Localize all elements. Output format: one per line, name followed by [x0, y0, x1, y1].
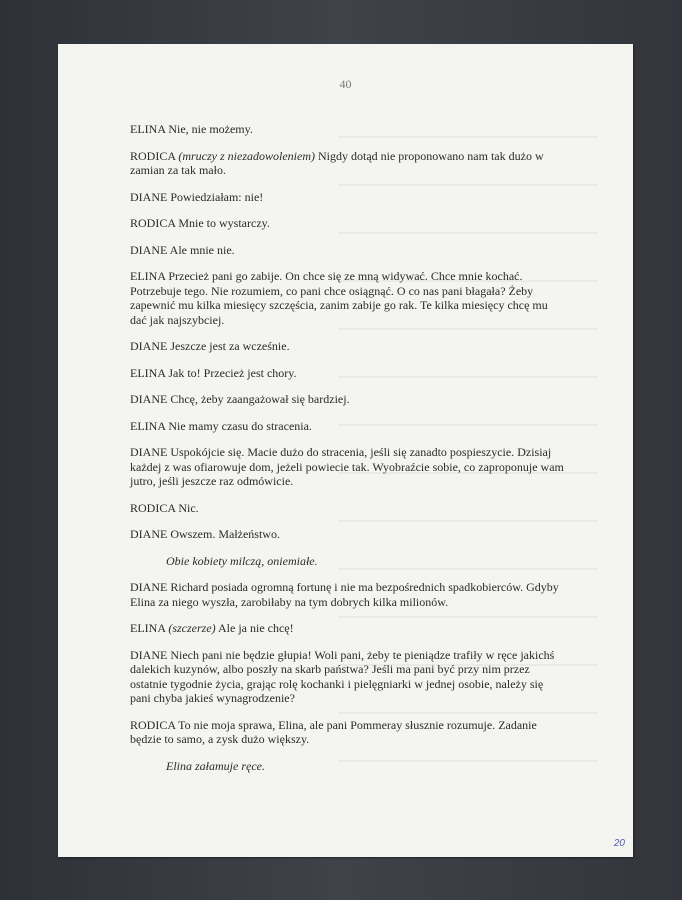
dialogue-line: [130, 445, 566, 489]
dialogue-text: Uspokójcie się. Macie dużo do stracenia, jeśli się zanadto pospieszycie. Dzisiaj każdej z was ofiarowuje dom, jeżeli powiecie tak. Wyobraźcie sobie, co zaproponuje wam jutro, jeśli jeszcze raz odmówicie.: [130, 445, 564, 488]
speaker-name: DIANE: [130, 392, 168, 406]
dialogue-line: [130, 190, 566, 205]
dialogue-text: To nie moja sprawa, Elina, ale pani Pommeray słusznie rozumuje. Zadanie będzie to samo, a zysk dużo większy.: [130, 717, 537, 746]
speaker-name: ELINA: [130, 418, 166, 433]
dialogue-line: [130, 392, 566, 407]
handwritten-corner-mark: 20: [613, 838, 625, 849]
dialogue-text: Jeszcze jest za wcześnie.: [167, 339, 290, 353]
speaker-name: DIANE: [130, 339, 168, 353]
dialogue-line: [130, 339, 566, 354]
speaker-name: ELINA: [130, 269, 166, 283]
speaker-name: DIANE: [130, 527, 168, 541]
dialogue-line: [130, 718, 566, 747]
dialogue-line: [130, 648, 566, 706]
dialogue-line: [130, 269, 566, 327]
dialogue-line: [130, 580, 566, 609]
page-number: 40: [339, 77, 352, 91]
speaker-name: RODICA: [130, 500, 176, 515]
speaker-name: RODICA: [130, 148, 176, 163]
stage-direction-2: Elina załamuje ręce.: [166, 758, 265, 773]
dialogue-line: [130, 243, 566, 258]
dialogue-text: Powiedziałam: nie!: [167, 189, 264, 204]
speaker-name: DIANE: [130, 242, 168, 257]
dialogue-line: [130, 366, 566, 381]
dialogue-text: Jak to! Przecież jest chory.: [165, 365, 297, 380]
speaker-name: RODICA: [130, 717, 176, 732]
script-content: [130, 122, 566, 785]
speaker-name: DIANE: [130, 189, 168, 204]
dialogue-text: Richard posiada ogromną fortunę i nie ma bezpośrednich spadkobierców. Gdyby Elina za niego wyszła, zarobiłaby na tym dobrych kilka milionów.: [130, 580, 559, 609]
dialogue-line: [130, 216, 566, 231]
speaker-name: DIANE: [130, 580, 168, 594]
stage-parenthetical: (szczerze): [168, 621, 216, 635]
dialogue-block-2: [130, 580, 566, 747]
speaker-name: ELINA: [130, 365, 166, 380]
speaker-name: ELINA: [130, 122, 166, 136]
speaker-name: ELINA: [130, 621, 166, 635]
dialogue-line: [130, 501, 566, 516]
dialogue-line: [130, 621, 566, 636]
dialogue-text: Ale ja nie chcę!: [215, 621, 294, 635]
dialogue-text: Nic.: [175, 500, 199, 515]
dialogue-line: [130, 122, 566, 137]
speaker-name: RODICA: [130, 216, 176, 230]
dialogue-text: Nie mamy czasu do stracenia.: [165, 418, 312, 433]
dialogue-text: Owszem. Małżeństwo.: [167, 527, 280, 541]
dialogue-line: [130, 419, 566, 434]
dialogue-text: Nigdy dotąd nie proponowano nam tak dużo w zamian za tak mało.: [130, 148, 544, 177]
stage-direction-1: Obie kobiety milczą, oniemiałe.: [166, 553, 318, 568]
speaker-name: DIANE: [130, 445, 168, 459]
speaker-name: DIANE: [130, 647, 168, 662]
dialogue-text: Chcę, żeby zaangażował się bardziej.: [167, 392, 350, 406]
document-page: [58, 44, 633, 857]
dialogue-text: Ale mnie nie.: [167, 242, 235, 257]
dialogue-block-1: [130, 122, 566, 542]
dialogue-text: Nie, nie możemy.: [165, 122, 253, 136]
dialogue-line: [130, 149, 566, 178]
dialogue-text: Niech pani nie będzie głupia! Woli pani, żeby te pieniądze trafiły w ręce jakichś dalekich kuzynów, albo poszły na skarb państwa? Jeśli ma pani być przy nim przez ostatnie tygodnie życia, grając rolę kochanki i pielęgniarki w jednej osobie, należy się pani chyba jakieś wynagrodzenie?: [130, 647, 555, 705]
dialogue-text: Mnie to wystarczy.: [175, 216, 270, 230]
dialogue-line: [130, 527, 566, 542]
stage-parenthetical: (mruczy z niezadowoleniem): [178, 148, 315, 163]
dialogue-text: Przecież pani go zabije. On chce się ze mną widywać. Chce mnie kochać. Potrzebuje tego. Nie rozumiem, co pani chce osiągnąć. O co nas pani błagała? Żeby zapewnić mu kilka miesięcy szczęścia, zanim zabije go rak. Te kilka miesięcy chcę mu dać jak najszybciej.: [130, 269, 548, 327]
